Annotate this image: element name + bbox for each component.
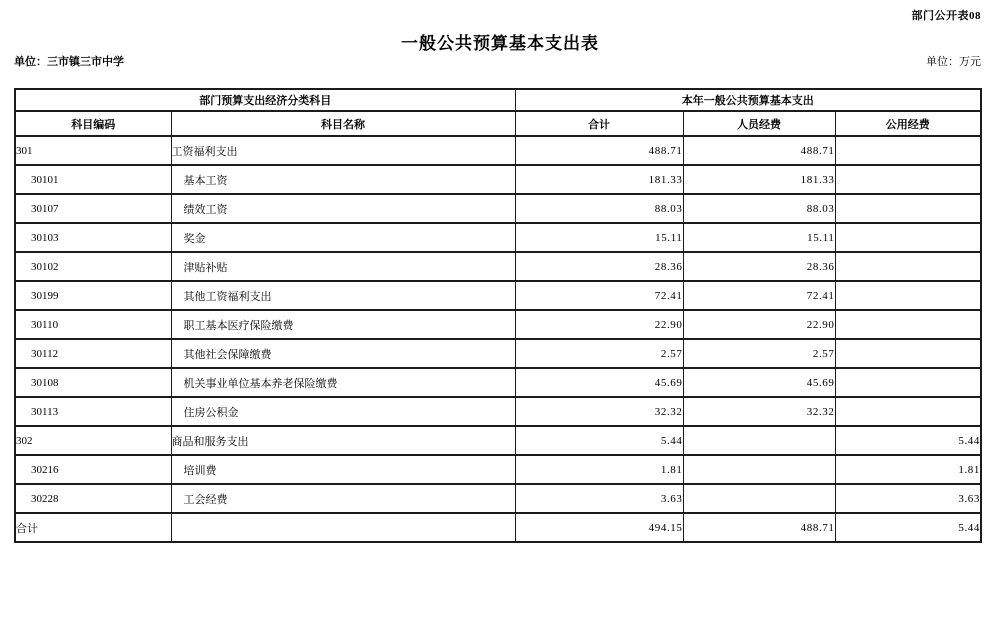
public-funds-cell (835, 252, 981, 281)
public-funds-cell: 5.44 (835, 513, 981, 542)
subject-code-cell: 30110 (15, 310, 171, 339)
subject-code-cell: 30108 (15, 368, 171, 397)
personnel-funds-cell: 15.11 (683, 223, 835, 252)
total-cell: 72.41 (515, 281, 683, 310)
subject-code-cell: 30216 (15, 455, 171, 484)
table-row (15, 426, 981, 455)
table-row (15, 194, 981, 223)
total-cell: 88.03 (515, 194, 683, 223)
subject-name-cell: 机关事业单位基本养老保险缴费 (171, 368, 515, 397)
subject-name-cell: 培训费 (171, 455, 515, 484)
col-header-subject-name: 科目名称 (171, 111, 515, 136)
public-funds-cell: 5.44 (835, 426, 981, 455)
subject-name-cell: 职工基本医疗保险缴费 (171, 310, 515, 339)
public-funds-cell (835, 339, 981, 368)
table-row (15, 310, 981, 339)
table-row (15, 339, 981, 368)
personnel-funds-cell (683, 484, 835, 513)
total-cell: 32.32 (515, 397, 683, 426)
subject-code-cell: 30101 (15, 165, 171, 194)
subject-name-cell (171, 513, 515, 542)
table-row (15, 165, 981, 194)
table-row (15, 397, 981, 426)
group-header-expenditure: 本年一般公共预算基本支出 (515, 89, 981, 111)
subject-code-cell: 30112 (15, 339, 171, 368)
total-cell: 488.71 (515, 136, 683, 165)
table-body (15, 136, 981, 542)
subject-name-cell: 工会经费 (171, 484, 515, 513)
page-title: 一般公共预算基本支出表 (401, 34, 599, 53)
total-cell: 5.44 (515, 426, 683, 455)
public-funds-cell (835, 281, 981, 310)
table-row (15, 136, 981, 165)
total-cell: 181.33 (515, 165, 683, 194)
col-header-subject-code: 科目编码 (15, 111, 171, 136)
public-funds-cell (835, 223, 981, 252)
personnel-funds-cell (683, 426, 835, 455)
public-funds-cell: 1.81 (835, 455, 981, 484)
subject-name-cell: 工资福利支出 (171, 136, 515, 165)
group-header-row (15, 89, 981, 111)
subject-name-cell: 奖金 (171, 223, 515, 252)
subject-name-cell: 住房公积金 (171, 397, 515, 426)
table-row (15, 252, 981, 281)
public-funds-cell (835, 136, 981, 165)
group-header-subject: 部门预算支出经济分类科目 (15, 89, 515, 111)
total-cell: 15.11 (515, 223, 683, 252)
personnel-funds-cell: 45.69 (683, 368, 835, 397)
total-cell: 2.57 (515, 339, 683, 368)
personnel-funds-cell: 2.57 (683, 339, 835, 368)
table-row (15, 455, 981, 484)
personnel-funds-cell: 22.90 (683, 310, 835, 339)
public-funds-cell (835, 194, 981, 223)
col-header-total: 合计 (515, 111, 683, 136)
total-cell: 3.63 (515, 484, 683, 513)
table-row (15, 484, 981, 513)
subject-name-cell: 基本工资 (171, 165, 515, 194)
subject-code-cell: 301 (15, 136, 171, 165)
personnel-funds-cell: 32.32 (683, 397, 835, 426)
column-header-row (15, 111, 981, 136)
subject-code-cell: 30103 (15, 223, 171, 252)
total-cell: 494.15 (515, 513, 683, 542)
public-funds-cell (835, 397, 981, 426)
unit-info-row (14, 53, 981, 69)
table-row (15, 513, 981, 542)
subject-name-cell: 商品和服务支出 (171, 426, 515, 455)
personnel-funds-cell: 488.71 (683, 513, 835, 542)
personnel-funds-cell: 28.36 (683, 252, 835, 281)
table-row (15, 281, 981, 310)
personnel-funds-cell: 488.71 (683, 136, 835, 165)
personnel-funds-cell (683, 455, 835, 484)
subject-code-cell: 302 (15, 426, 171, 455)
budget-table (14, 88, 982, 543)
table-row (15, 223, 981, 252)
subject-code-cell: 30102 (15, 252, 171, 281)
subject-code-cell: 合计 (15, 513, 171, 542)
subject-code-cell: 30199 (15, 281, 171, 310)
public-funds-cell (835, 310, 981, 339)
subject-name-cell: 绩效工资 (171, 194, 515, 223)
public-funds-cell: 3.63 (835, 484, 981, 513)
public-funds-cell (835, 165, 981, 194)
currency-unit-label: 单位：万元 (926, 56, 981, 68)
personnel-funds-cell: 72.41 (683, 281, 835, 310)
col-header-public: 公用经费 (835, 111, 981, 136)
subject-name-cell: 其他工资福利支出 (171, 281, 515, 310)
personnel-funds-cell: 88.03 (683, 194, 835, 223)
unit-name-label: 单位：三市镇三市中学 (14, 56, 124, 68)
total-cell: 28.36 (515, 252, 683, 281)
subject-name-cell: 其他社会保障缴费 (171, 339, 515, 368)
table-row (15, 368, 981, 397)
total-cell: 45.69 (515, 368, 683, 397)
public-funds-cell (835, 368, 981, 397)
subject-name-cell: 津贴补贴 (171, 252, 515, 281)
col-header-personnel: 人员经费 (683, 111, 835, 136)
subject-code-cell: 30113 (15, 397, 171, 426)
total-cell: 1.81 (515, 455, 683, 484)
personnel-funds-cell: 181.33 (683, 165, 835, 194)
subject-code-cell: 30228 (15, 484, 171, 513)
total-cell: 22.90 (515, 310, 683, 339)
subject-code-cell: 30107 (15, 194, 171, 223)
doc-number-label: 部门公开表08 (911, 10, 981, 22)
